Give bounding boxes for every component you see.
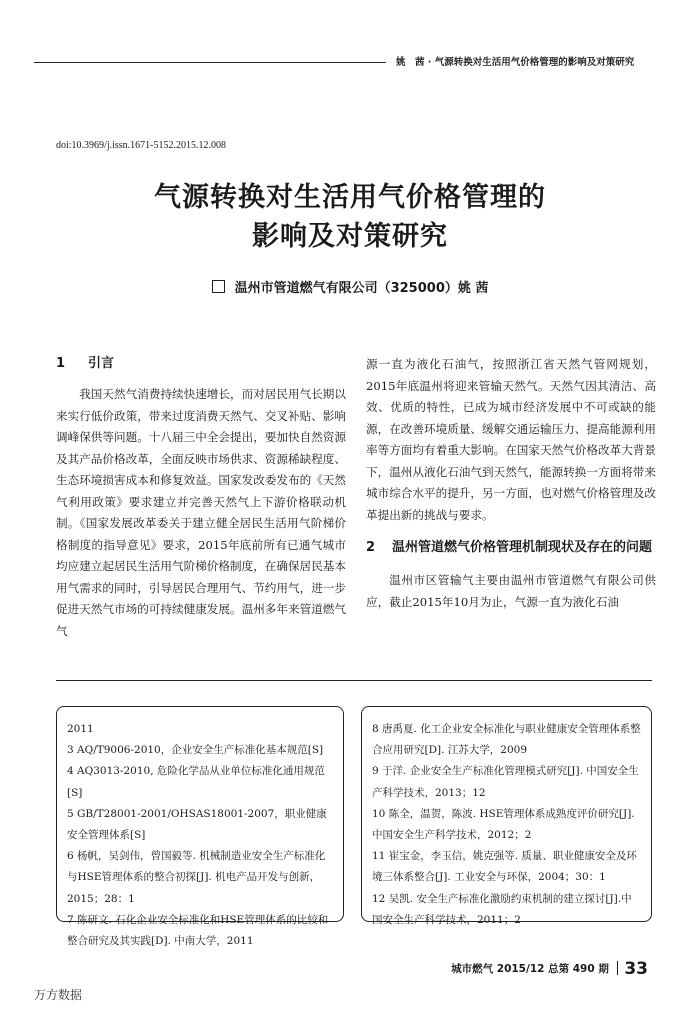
page-number: 33	[624, 959, 648, 979]
reference-item: 9 于洋. 企业安全生产标准化管理模式研究[J]. 中国安全生产科学技术，2013；12	[372, 765, 639, 799]
page-footer	[451, 959, 648, 979]
section-1-paragraph-part-2: 源一直为液化石油气，按照浙江省天然气管网规划，2015年底温州将迎来管输天然气。天然气因其清洁、高效、优质的特性，已成为城市经济发展中不可或缺的能源，在改善环境质量、缓解交通运输压力、提高能源利用率等方面均有着重大影响。在国家天然气价格改革大背景下，温州从液化石油气到天然气，能源转换一方面将带来城市综合水平的提升，另一方面，也对燃气价格管理及改革提出新的挑战与要求。	[366, 357, 656, 522]
reference-item: 8 唐禹夏. 化工企业安全标准化与职业健康安全管理体系整合应用研究[D]. 江苏大学，2009	[372, 723, 641, 757]
box-glyph-icon	[212, 280, 225, 293]
reference-item: 3 AQ/T9006-2010，企业安全生产标准化基本规范[S]	[67, 744, 324, 757]
footer-separator	[617, 961, 619, 975]
author-affiliation: 温州市管道燃气有限公司（325000）姚 茜	[234, 281, 489, 296]
running-header: 姚 茜 · 气源转换对生活用气价格管理的影响及对策研究	[396, 57, 635, 68]
body-column-left	[56, 354, 346, 642]
references-box-left	[56, 706, 344, 948]
journal-issue: 城市燃气 2015/12 总第 490 期	[451, 963, 609, 975]
reference-item: 7 陈研文. 石化企业安全标准化和HSE管理体系的比较和整合研究及其实践[D]. 中南大学，2011	[67, 913, 329, 948]
reference-item: 12 吴凯. 安全生产标准化激励约束机制的建立探讨[J].中国安全生产科学技术，2011；2	[372, 892, 632, 926]
section-1-number: 1	[56, 356, 66, 371]
section-1-paragraph-part-1: 我国天然气消费持续快速增长，而对居民用气长期以来实行低价政策，带来过度消费天然气、交叉补贴、影响调峰保供等问题。十八届三中全会提出，要加快自然资源及其产品价格改革，全面反映市场供求、资源稀缺程度、生态环境损害成本和修复效益。国家发改委发布的《天然气利用政策》要求建立并完善天然气上下游价格联动机制。《国家发展改革委关于建立健全居民生活用气阶梯价格制度的指导意见》要求，2015年底前所有已通气城市均应建立起居民生活用气阶梯价格制度，在确保居民基本用气需求的同时，引导居民合理用气、节约用气，进一步促进天然气市场的可持续健康发展。温州多年来管道燃气气	[56, 387, 346, 638]
reference-item: 2011	[67, 723, 94, 735]
references-box-right	[361, 706, 652, 926]
body-column-right	[366, 354, 656, 613]
body-divider	[56, 680, 652, 681]
section-1-title: 引言	[88, 356, 115, 371]
reference-item: 4 AQ3013-2010, 危险化学品从业单位标准化通用规范[S]	[67, 765, 325, 799]
article-title-line-2: 影响及对策研究	[252, 221, 448, 252]
reference-item: 10 陈全，温贺，陈波. HSE管理体系成熟度评价研究[J]. 中国安全生产科学技术，2012；2	[372, 807, 635, 842]
doi: doi:10.3969/j.issn.1671-5152.2015.12.008	[56, 140, 227, 151]
reference-item: 11 崔宝金，李玉信，姚克强等. 质量、职业健康安全及环境三体系整合[J]. 工业安全与环保，2004；30：1	[372, 850, 637, 884]
section-2-heading	[366, 538, 656, 558]
section-2-number: 2	[366, 540, 376, 555]
author-line	[0, 277, 700, 296]
section-2-paragraph: 温州市区管输气主要由温州市管道燃气有限公司供应，截止2015年10月为止，气源一直为液化石油	[366, 573, 656, 609]
header-rule	[34, 62, 386, 63]
reference-item: 6 杨帆，吴剑伟，曾国毅等. 机械制造业安全生产标准化与HSE管理体系的整合初探[J]. 机电产品开发与创新，2015；28：1	[67, 850, 326, 905]
section-1-heading	[56, 354, 346, 374]
article-title-line-1: 气源转换对生活用气价格管理的	[154, 182, 546, 213]
section-2-title: 温州管道燃气价格管理机制现状及存在的问题	[392, 540, 653, 555]
watermark: 万方数据	[34, 988, 83, 1002]
reference-item: 5 GB/T28001-2001/OHSAS18001-2007，职业健康安全管理体系[S]	[67, 807, 327, 842]
